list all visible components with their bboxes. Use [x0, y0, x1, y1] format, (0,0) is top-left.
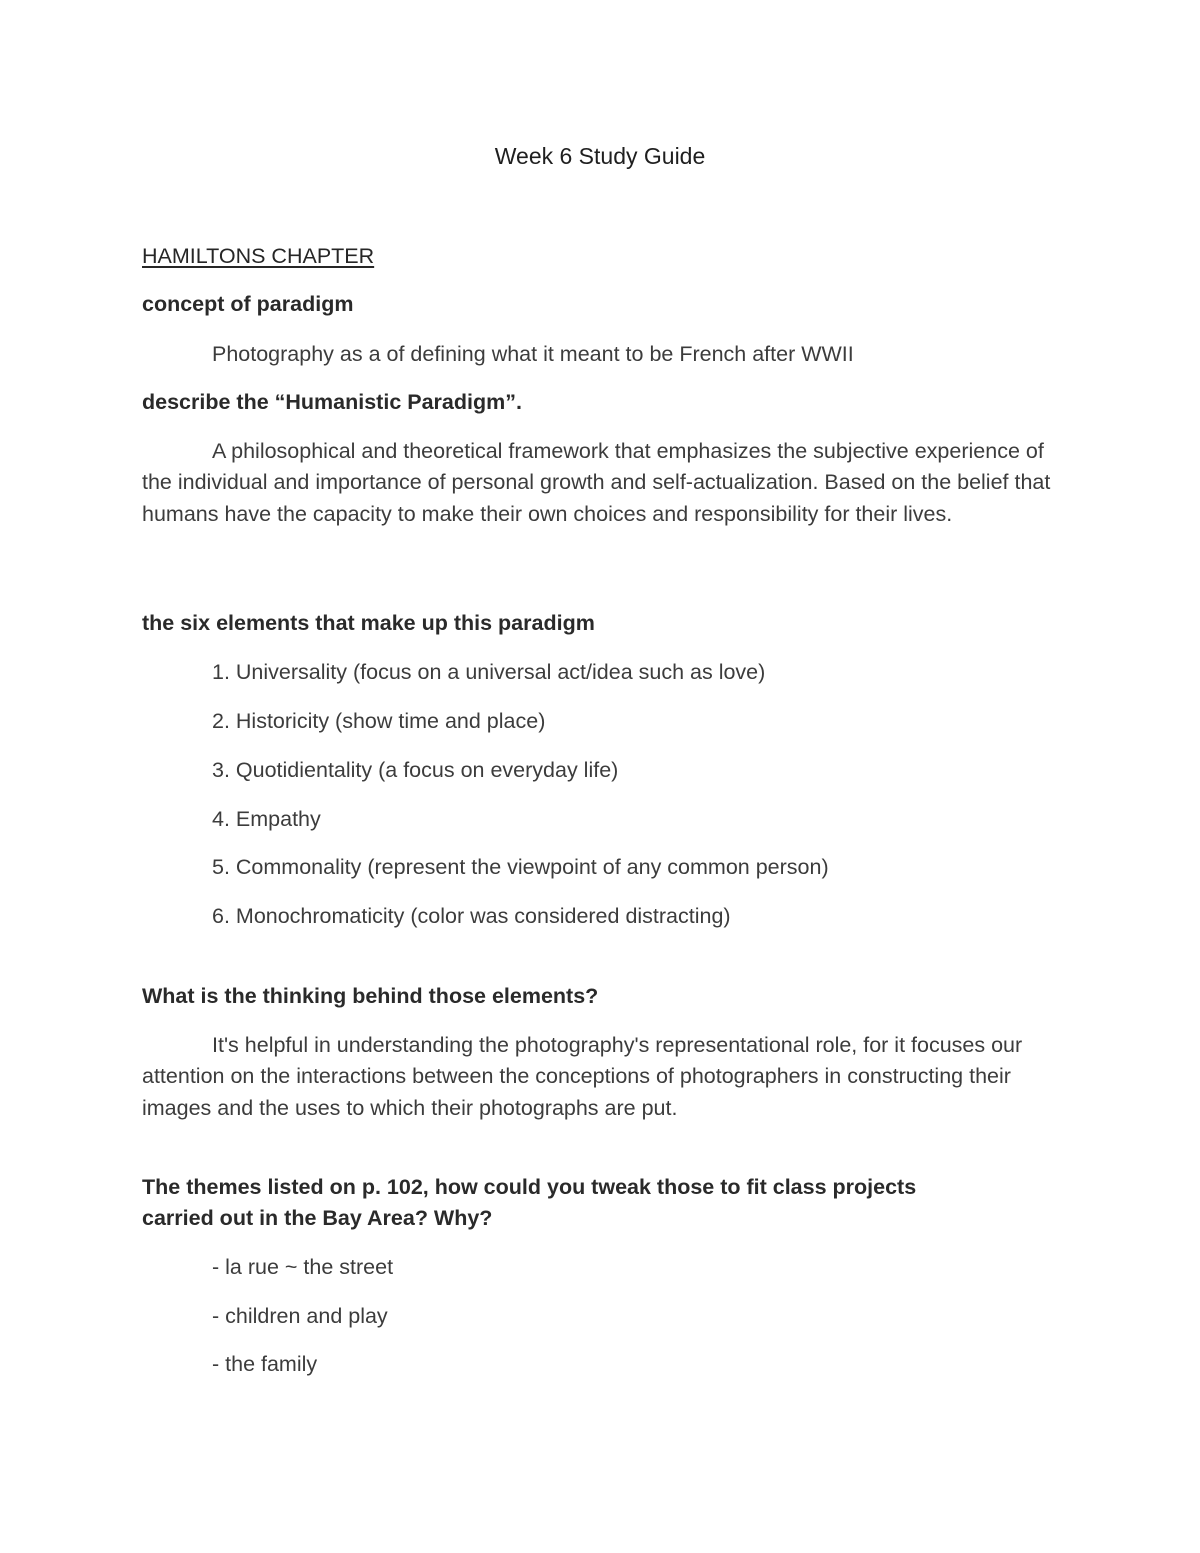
question-humanistic-paradigm: describe the “Humanistic Paradigm”. — [142, 390, 522, 414]
question-six-elements: the six elements that make up this paradigm — [142, 611, 595, 635]
question-thinking-behind-elements: What is the thinking behind those elements? — [142, 984, 599, 1008]
theme-item: - the family — [212, 1352, 318, 1376]
question-themes-line-1: The themes listed on p. 102, how could you tweak those to fit class projects — [142, 1175, 917, 1199]
list-item: 1. Universality (focus on a universal act/idea such as love) — [212, 660, 766, 684]
answer-thinking-behind-elements: It's helpful in understanding the photography's representational role, for it focuses our attention on the interactions between the conceptions of photographers in constructing their images and the uses to which their photographs are put. — [142, 1033, 1023, 1120]
list-item: 2. Historicity (show time and place) — [212, 709, 546, 733]
list-item: 4. Empathy — [212, 807, 321, 831]
document-title: Week 6 Study Guide — [494, 143, 706, 169]
section-heading: HAMILTONS CHAPTER — [142, 244, 375, 268]
theme-item: - la rue ~ the street — [212, 1255, 394, 1279]
answer-concept-of-paradigm: Photography as a of defining what it meant to be French after WWII — [212, 342, 854, 366]
answer-humanistic-paradigm: A philosophical and theoretical framework that emphasizes the subjective experience of the individual and importance of personal growth and self-actualization. Based on the belief that humans have the capacity to make their own choices and responsibility for their lives. — [142, 439, 1051, 526]
list-item: 3. Quotidientality (a focus on everyday life) — [212, 758, 619, 782]
question-themes-line-2: carried out in the Bay Area? Why? — [142, 1206, 493, 1230]
theme-item: - children and play — [212, 1304, 388, 1328]
list-item: 6. Monochromaticity (color was considered distracting) — [212, 904, 731, 928]
question-concept-of-paradigm: concept of paradigm — [142, 292, 354, 316]
list-item: 5. Commonality (represent the viewpoint of any common person) — [212, 855, 829, 879]
